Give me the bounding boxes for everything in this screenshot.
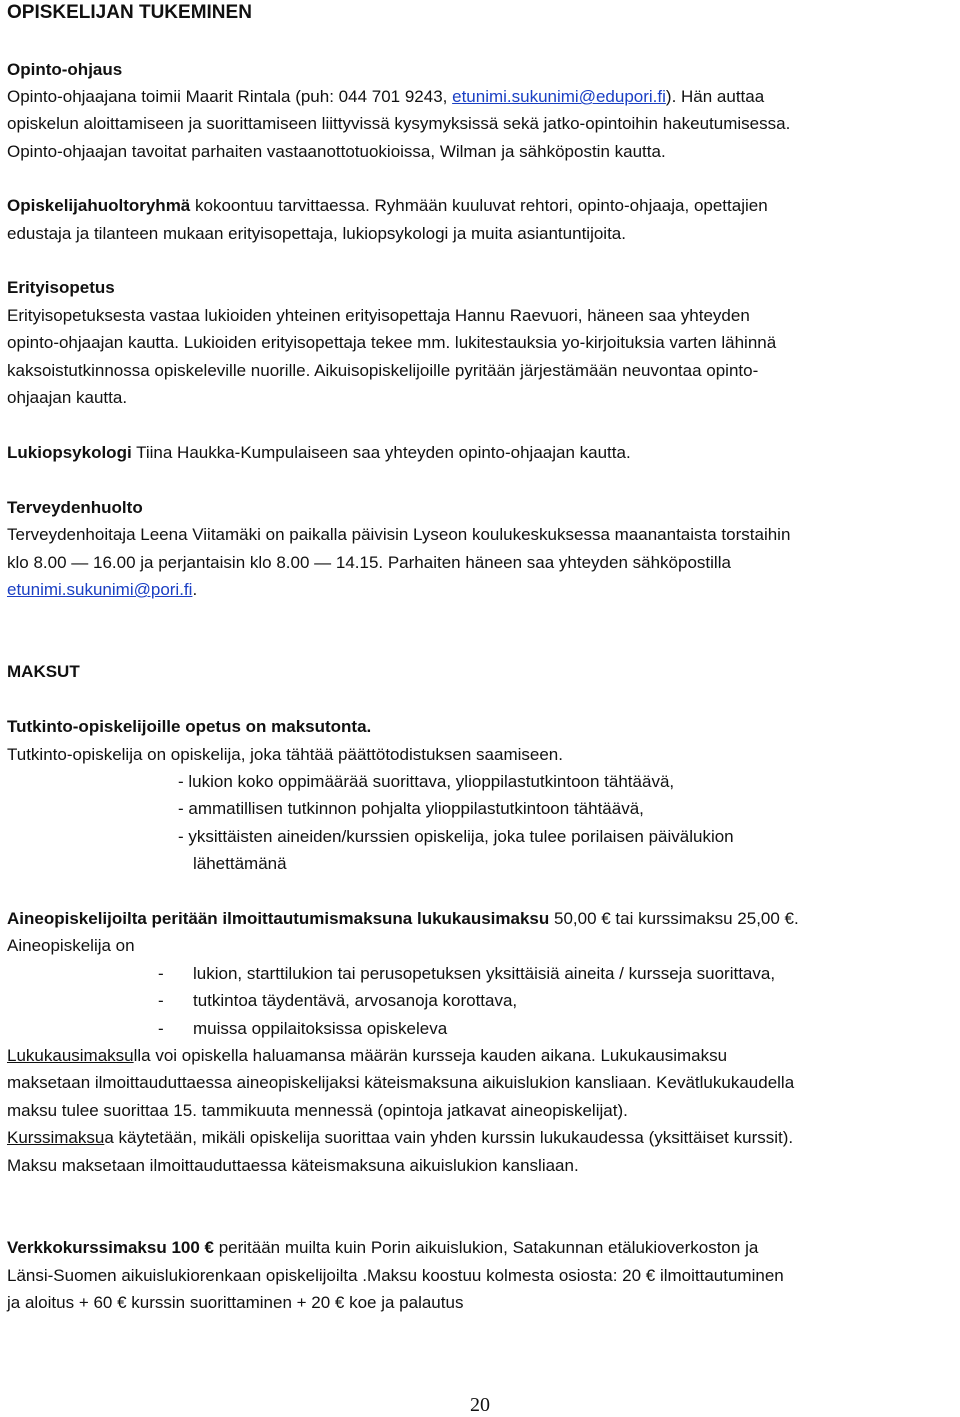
section-title-opinto-ohjaus: Opinto-ohjaus (7, 60, 123, 79)
paragraph-line: Opiskelijahuoltoryhmä kokoontuu tarvittaessa. Ryhmään kuuluvat rehtori, opinto-ohjaaja, opettajien (7, 196, 768, 215)
list-item: lukion, starttilukion tai perusopetuksen yksittäisiä aineita / kursseja suorittava, (193, 964, 776, 983)
section-title-huolto: Opiskelijahuoltoryhmä (7, 196, 191, 215)
list-dash: - (158, 991, 164, 1010)
list-item: tutkintoa täydentävä, arvosanoja korottava, (193, 991, 518, 1010)
paragraph-line: Kurssimaksua käytetään, mikäli opiskelija suorittaa vain yhden kurssin lukukaudessa (yksittäiset kurssit). (7, 1128, 794, 1147)
paragraph-line: maksu tulee suorittaa 15. tammikuuta mennessä (opintoja jatkavat aineopiskelijat). (7, 1101, 628, 1120)
verkkokurssimaksu-title: Verkkokurssimaksu 100 € (7, 1238, 214, 1257)
list-dash: - (158, 964, 164, 983)
lukukausimaksu-term: Lukukausimaksu (7, 1046, 134, 1065)
paragraph-line: Tutkinto-opiskelija on opiskelija, joka tähtää päättötodistuksen saamiseen. (7, 745, 563, 764)
paragraph-line: etunimi.sukunimi@pori.fi. (7, 580, 198, 599)
kurssimaksu-term: Kurssimaksu (7, 1128, 105, 1147)
paragraph-line: Erityisopetuksesta vastaa lukioiden yhteinen erityisopettaja Hannu Raevuori, häneen saa yhteyden (7, 306, 750, 325)
section-title-terveydenhuolto: Terveydenhuolto (7, 498, 143, 517)
paragraph-line: Opinto-ohjaajan tavoitat parhaiten vastaanottotuokioissa, Wilman ja sähköpostin kautta. (7, 142, 666, 161)
paragraph-line: Lukukausimaksulla voi opiskella haluamansa määrän kursseja kauden aikana. Lukukausimaksu (7, 1046, 728, 1065)
paragraph-line: Lukiopsykologi Tiina Haukka-Kumpulaiseen saa yhteyden opinto-ohjaajan kautta. (7, 443, 631, 462)
section-heading-maksut: MAKSUT (7, 662, 80, 681)
paragraph-line: Aineopiskelijoilta peritään ilmoittautumismaksuna lukukausimaksu 50,00 € tai kurssimaksu 25,00 €. (7, 909, 799, 928)
paragraph-line: maksetaan ilmoittauduttaessa aineopiskelijaksi käteismaksuna aikuislukion kansliaan. Kevätlukukaudella (7, 1073, 795, 1092)
paragraph-line: opinto-ohjaajan kautta. Lukioiden erityisopettaja tekee mm. lukitestauksia yo-kirjoituksia varten lähinnä (7, 333, 777, 352)
paragraph-line: Verkkokurssimaksu 100 € peritään muilta kuin Porin aikuislukion, Satakunnan etälukioverkoston ja (7, 1238, 759, 1257)
section-title-lukiopsykologi: Lukiopsykologi (7, 443, 132, 462)
paragraph-line: klo 8.00 — 16.00 ja perjantaisin klo 8.00 — 14.15. Parhaiten häneen saa yhteyden sähköpostilla (7, 553, 731, 572)
list-dash: - (158, 1019, 164, 1038)
paragraph-line: ohjaajan kautta. (7, 388, 128, 407)
list-item: - yksittäisten aineiden/kurssien opiskelija, joka tulee porilaisen päivälukion (178, 827, 734, 846)
list-item: - ammatillisen tutkinnon pohjalta ylioppilastutkintoon tähtäävä, (178, 799, 644, 818)
email-link-edupori[interactable]: etunimi.sukunimi@edupori.fi (452, 87, 666, 106)
list-item-continuation: lähettämänä (193, 854, 287, 873)
list-item: - lukion koko oppimäärää suorittava, ylioppilastutkintoon tähtäävä, (178, 772, 675, 791)
paragraph-line: Opinto-ohjaajana toimii Maarit Rintala (puh: 044 701 9243, etunimi.sukunimi@edupori.fi). Hän auttaa (7, 87, 765, 106)
paragraph-line: opiskelun aloittamiseen ja suorittamiseen liittyvissä kysymyksissä sekä jatko-opintoihin hakeutumisessa. (7, 114, 791, 133)
page-number: 20 (470, 1394, 490, 1416)
paragraph-line: Aineopiskelija on (7, 936, 135, 955)
email-link-pori[interactable]: etunimi.sukunimi@pori.fi (7, 580, 193, 599)
list-item: muissa oppilaitoksissa opiskeleva (193, 1019, 448, 1038)
page-heading: OPISKELIJAN TUKEMINEN (7, 2, 252, 23)
paragraph-line: Terveydenhoitaja Leena Viitamäki on paikalla päivisin Lyseon koulukeskuksessa maanantaista torstaihin (7, 525, 791, 544)
paragraph-line: ja aloitus + 60 € kurssin suorittaminen + 20 € koe ja palautus (7, 1293, 464, 1312)
subheading-maksuton: Tutkinto-opiskelijoille opetus on maksutonta. (7, 717, 372, 736)
paragraph-line: edustaja ja tilanteen mukaan erityisopettaja, lukiopsykologi ja muita asiantuntijoita. (7, 224, 626, 243)
paragraph-line: kaksoistutkinnossa opiskeleville nuorille. Aikuisopiskelijoille pyritään järjestämään neuvontaa opinto- (7, 361, 759, 380)
section-title-erityisopetus: Erityisopetus (7, 278, 115, 297)
aineopiskelija-maksu-title: Aineopiskelijoilta peritään ilmoittautumismaksuna lukukausimaksu (7, 909, 550, 928)
paragraph-line: Maksu maksetaan ilmoittauduttaessa käteismaksuna aikuislukion kansliaan. (7, 1156, 579, 1175)
paragraph-line: Länsi-Suomen aikuislukiorenkaan opiskelijoilta .Maksu koostuu kolmesta osiosta: 20 € ilmoittautuminen (7, 1266, 784, 1285)
